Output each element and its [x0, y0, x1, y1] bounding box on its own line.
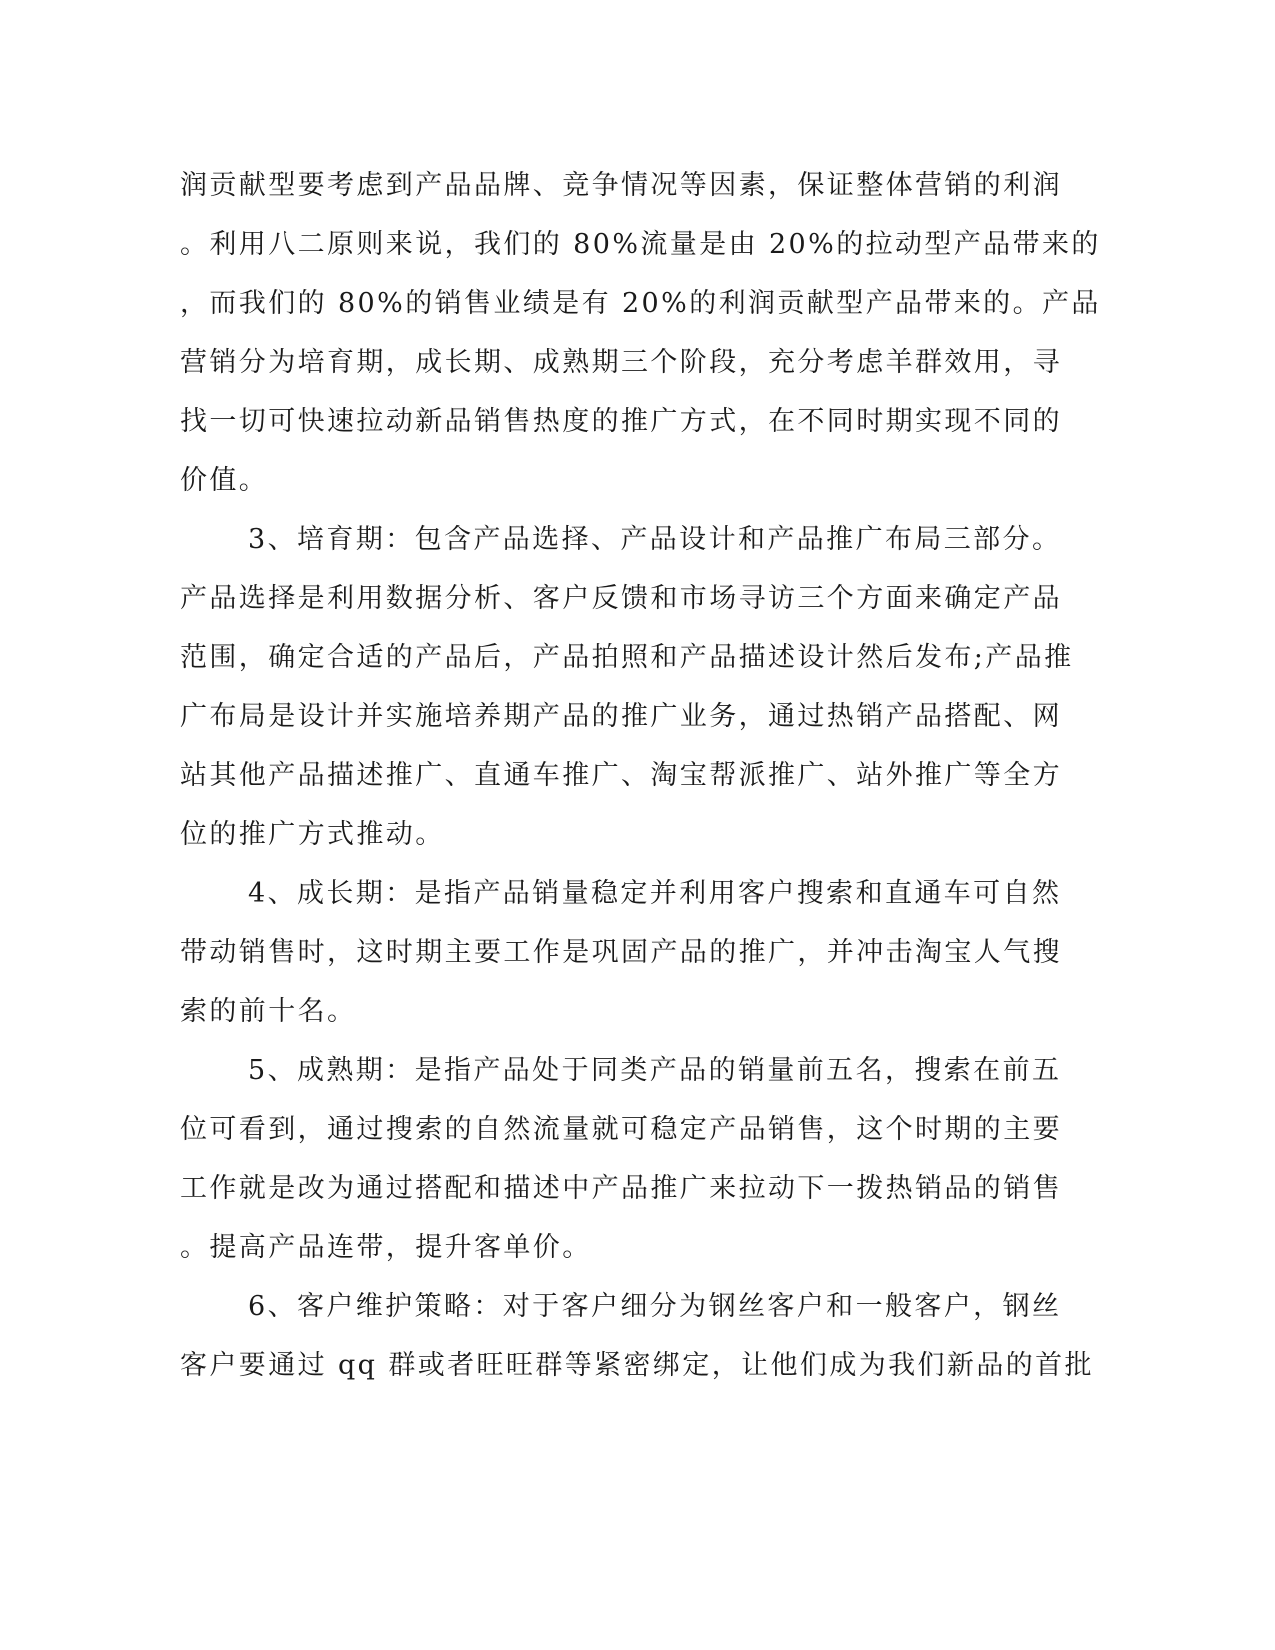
paragraph-start-line: 4、成长期：是指产品销量稳定并利用客户搜索和直通车可自然	[248, 878, 1062, 909]
text-line: 找一切可快速拉动新品销售热度的推广方式，在不同时期实现不同的	[180, 406, 1062, 437]
paragraph-start-line: 3、培育期：包含产品选择、产品设计和产品推广布局三部分。	[248, 524, 1062, 555]
text-line: 润贡献型要考虑到产品品牌、竞争情况等因素，保证整体营销的利润	[180, 170, 1062, 201]
text-line: 。利用八二原则来说，我们的 80%流量是由 20%的拉动型产品带来的	[180, 229, 1101, 260]
text-line: 。提高产品连带，提升客单价。	[180, 1232, 592, 1263]
text-line: 位可看到，通过搜索的自然流量就可稳定产品销售，这个时期的主要	[180, 1114, 1062, 1145]
text-line: 营销分为培育期，成长期、成熟期三个阶段，充分考虑羊群效用，寻	[180, 347, 1062, 378]
paragraph-start-line: 6、客户维护策略：对于客户细分为钢丝客户和一般客户，钢丝	[248, 1291, 1062, 1322]
text-line: 广布局是设计并实施培养期产品的推广业务，通过热销产品搭配、网	[180, 701, 1062, 732]
text-line: 站其他产品描述推广、直通车推广、淘宝帮派推广、站外推广等全方	[180, 760, 1062, 791]
text-line: 产品选择是利用数据分析、客户反馈和市场寻访三个方面来确定产品	[180, 583, 1062, 614]
text-line: 索的前十名。	[180, 996, 357, 1027]
text-line: 位的推广方式推动。	[180, 819, 445, 850]
text-line: 客户要通过 qq 群或者旺旺群等紧密绑定，让他们成为我们新品的首批	[180, 1350, 1094, 1381]
body-text	[180, 156, 1101, 1395]
text-line: 价值。	[180, 465, 269, 496]
text-line: 带动销售时，这时期主要工作是巩固产品的推广，并冲击淘宝人气搜	[180, 937, 1062, 968]
text-line: 工作就是改为通过搭配和描述中产品推广来拉动下一拨热销品的销售	[180, 1173, 1062, 1204]
text-line: 范围，确定合适的产品后，产品拍照和产品描述设计然后发布;产品推	[180, 642, 1074, 673]
text-line: ，而我们的 80%的销售业绩是有 20%的利润贡献型产品带来的。产品	[180, 288, 1101, 319]
paragraph-start-line: 5、成熟期：是指产品处于同类产品的销量前五名，搜索在前五	[248, 1055, 1062, 1086]
